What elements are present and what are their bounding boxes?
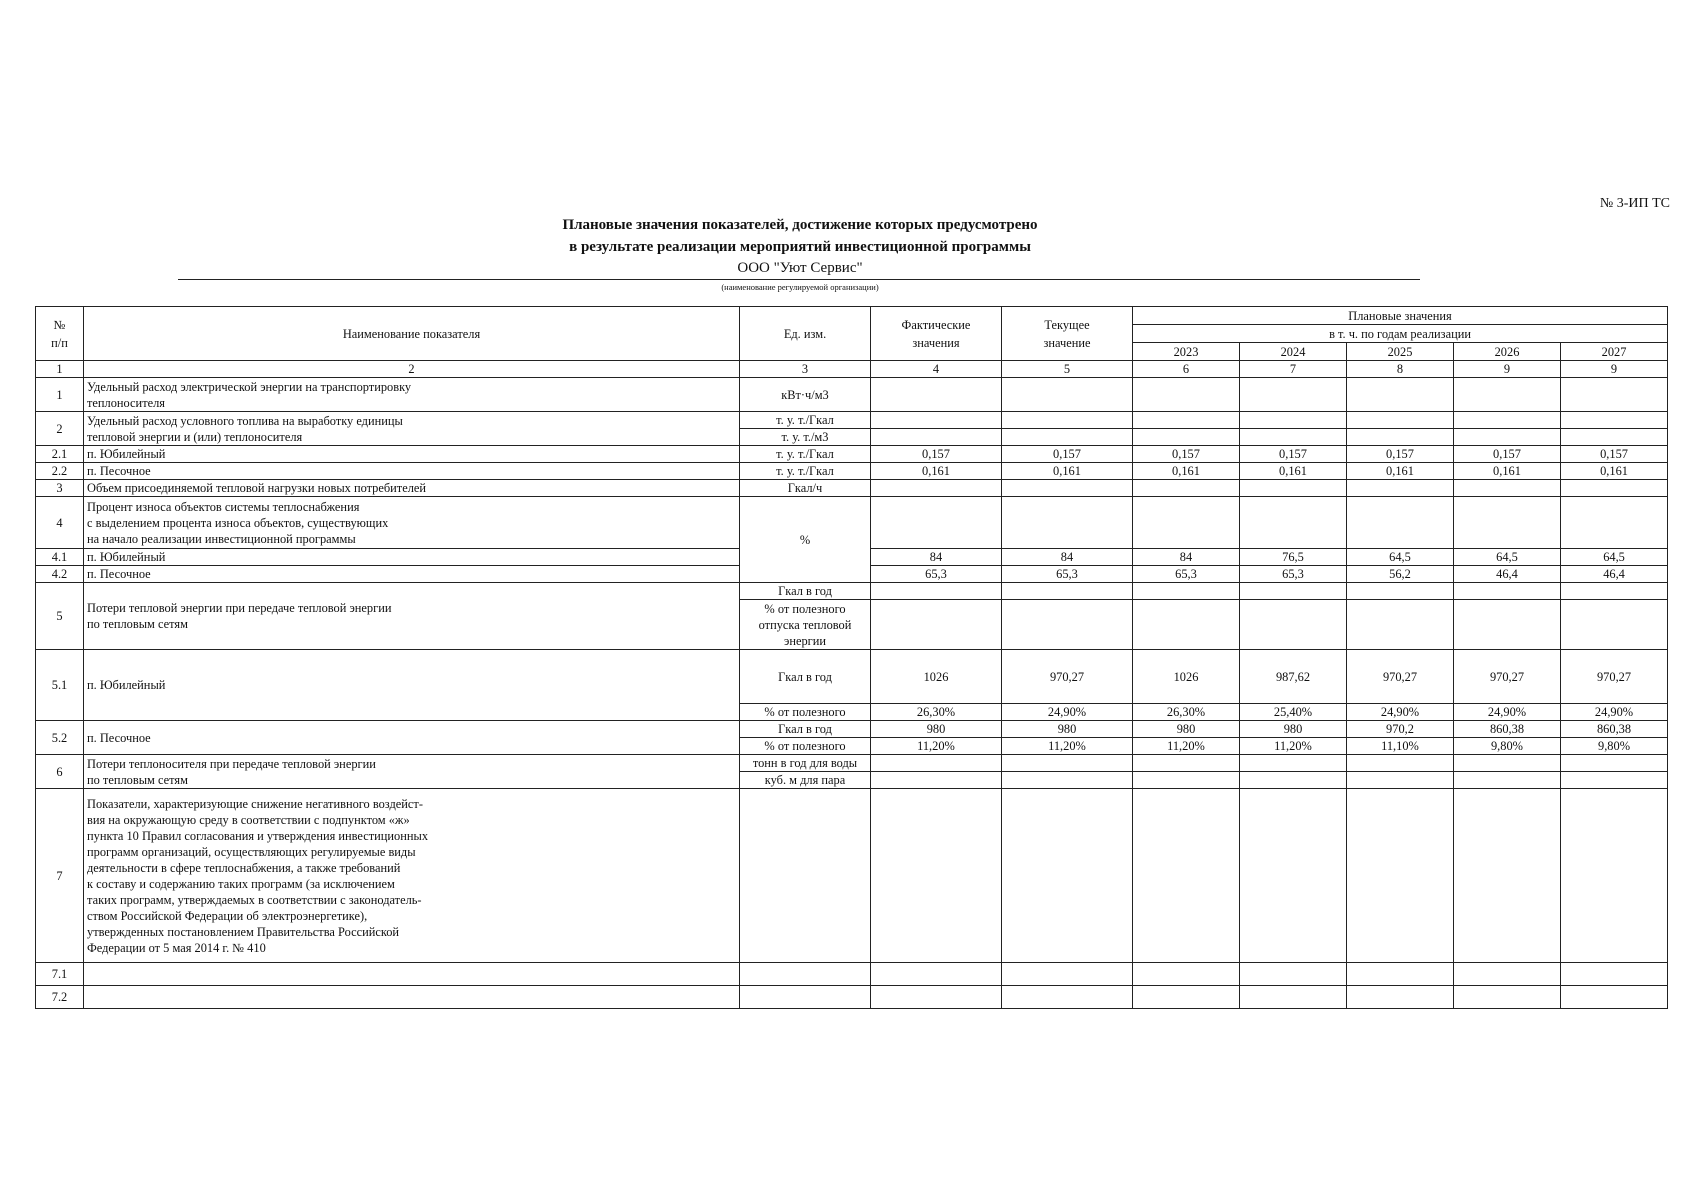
cell-value: 970,27 (1347, 650, 1454, 704)
header-year: 2025 (1347, 343, 1454, 361)
header-name: Наименование показателя (84, 307, 740, 361)
cell-value: 0,157 (1240, 446, 1347, 463)
cell-value: 11,10% (1347, 738, 1454, 755)
cell-value: 970,2 (1347, 721, 1454, 738)
cell-value: 11,20% (871, 738, 1002, 755)
header-plan: Плановые значения (1133, 307, 1668, 325)
cell-value: 84 (871, 549, 1002, 566)
cell-value: 65,3 (1002, 566, 1133, 583)
cell-value: 980 (871, 721, 1002, 738)
row-name: Потери тепловой энергии при передаче тепловой энергии по тепловым сетям (84, 583, 740, 650)
cell-value: 0,161 (1561, 463, 1668, 480)
row-num: 4.1 (36, 549, 84, 566)
row-num: 2 (36, 412, 84, 446)
row-unit: % от полезного (740, 704, 871, 721)
row-num: 5 (36, 583, 84, 650)
cell-value: 9,80% (1454, 738, 1561, 755)
row-name: п. Юбилейный (84, 650, 740, 721)
cell-value: 11,20% (1133, 738, 1240, 755)
row-num: 2.1 (36, 446, 84, 463)
indicators-table (35, 306, 1668, 1009)
table-row (36, 463, 1668, 480)
header-year: 2023 (1133, 343, 1240, 361)
header-year: 2026 (1454, 343, 1561, 361)
row-name: п. Песочное (84, 566, 740, 583)
row-unit: кВт·ч/м3 (740, 378, 871, 412)
cell-value: 26,30% (1133, 704, 1240, 721)
row-name: Удельный расход электрической энергии на транспортировку теплоносителя (84, 378, 740, 412)
cell-value: 0,157 (1454, 446, 1561, 463)
cell-value: 76,5 (1240, 549, 1347, 566)
cell-value: 980 (1002, 721, 1133, 738)
row-num: 5.2 (36, 721, 84, 755)
header-num: № п/п (36, 307, 84, 361)
cell-value: 46,4 (1561, 566, 1668, 583)
cell-value: 24,90% (1347, 704, 1454, 721)
table-row (36, 378, 1668, 412)
row-num: 4 (36, 497, 84, 549)
table-row (36, 412, 1668, 429)
row-num: 7.1 (36, 963, 84, 986)
header-year: 2024 (1240, 343, 1347, 361)
table-row (36, 755, 1668, 772)
cell-value: 0,157 (1347, 446, 1454, 463)
column-number: 8 (1347, 361, 1454, 378)
cell-value: 980 (1133, 721, 1240, 738)
cell-value: 0,161 (1002, 463, 1133, 480)
cell-value: 56,2 (1347, 566, 1454, 583)
cell-value: 11,20% (1002, 738, 1133, 755)
row-name: Процент износа объектов системы теплоснабжения с выделением процента износа объектов, существующих на начало реализации инвестиционной программы (84, 497, 740, 549)
row-name: Показатели, характеризующие снижение негативного воздейст- вия на окружающую среду в соответствии с подпунктом «ж» пункта 10 Правил согласования и утверждения инвестиционных программ организаций, осуществляющих регулируемые виды деятельности в сфере теплоснабжения, а также требований к составу и содержанию таких программ (за исключением таких программ, утверждаемых в соответствии с законодатель- ством Российской Федерации об электроэнергетике), утвержденных постановлением Правительства Российской Федерации от 5 мая 2014 г. № 410 (84, 789, 740, 963)
row-num: 3 (36, 480, 84, 497)
column-number: 1 (36, 361, 84, 378)
cell-value: 46,4 (1454, 566, 1561, 583)
organization-caption: (наименование регулируемой организации) (721, 282, 879, 292)
cell-value: 987,62 (1240, 650, 1347, 704)
cell-value: 0,157 (871, 446, 1002, 463)
table-row (36, 721, 1668, 738)
column-number: 9 (1561, 361, 1668, 378)
cell-value: 84 (1133, 549, 1240, 566)
column-number: 3 (740, 361, 871, 378)
cell-value: 26,30% (871, 704, 1002, 721)
cell-value: 65,3 (1240, 566, 1347, 583)
table-row (36, 650, 1668, 704)
cell-value: 64,5 (1561, 549, 1668, 566)
cell-value: 0,157 (1561, 446, 1668, 463)
header-year: 2027 (1561, 343, 1668, 361)
cell-value: 65,3 (871, 566, 1002, 583)
header-current: Текущее значение (1002, 307, 1133, 361)
column-number: 9 (1454, 361, 1561, 378)
row-num: 1 (36, 378, 84, 412)
form-number: № 3-ИП ТС (1599, 196, 1670, 211)
row-name: п. Юбилейный (84, 549, 740, 566)
row-unit: Гкал в год (740, 721, 871, 738)
row-unit: Гкал в год (740, 583, 871, 600)
header-plan-sub: в т. ч. по годам реализации (1133, 325, 1668, 343)
row-unit: тонн в год для воды (740, 755, 871, 772)
document-title-line-1: Плановые значения показателей, достижение которых предусмотрено (562, 217, 1038, 233)
row-num: 4.2 (36, 566, 84, 583)
organization-name: ООО "Уют Сервис" (737, 260, 863, 276)
row-num: 5.1 (36, 650, 84, 721)
table-row (36, 963, 1668, 986)
cell-value: 64,5 (1347, 549, 1454, 566)
row-num: 7 (36, 789, 84, 963)
table-row (36, 789, 1668, 963)
header-unit: Ед. изм. (740, 307, 871, 361)
cell-value: 24,90% (1002, 704, 1133, 721)
cell-value: 0,161 (871, 463, 1002, 480)
table-row (36, 480, 1668, 497)
cell-value: 0,157 (1002, 446, 1133, 463)
row-unit: куб. м для пара (740, 772, 871, 789)
row-unit: Гкал в год (740, 650, 871, 704)
cell-value: 1026 (871, 650, 1002, 704)
cell-value: 860,38 (1561, 721, 1668, 738)
cell-value: 0,161 (1347, 463, 1454, 480)
row-unit: Гкал/ч (740, 480, 871, 497)
cell-value: 64,5 (1454, 549, 1561, 566)
cell-value: 0,161 (1454, 463, 1561, 480)
cell-value: 25,40% (1240, 704, 1347, 721)
table-row (36, 497, 1668, 549)
document-title-line-2: в результате реализации мероприятий инвестиционной программы (569, 239, 1031, 255)
cell-value: 970,27 (1454, 650, 1561, 704)
cell-value: 9,80% (1561, 738, 1668, 755)
cell-value: 65,3 (1133, 566, 1240, 583)
row-name: Удельный расход условного топлива на выработку единицы тепловой энергии и (или) теплоносителя (84, 412, 740, 446)
cell-value: 24,90% (1454, 704, 1561, 721)
row-unit: т. у. т./Гкал (740, 412, 871, 429)
column-number: 4 (871, 361, 1002, 378)
row-name: п. Юбилейный (84, 446, 740, 463)
row-name: Потери теплоносителя при передаче тепловой энергии по тепловым сетям (84, 755, 740, 789)
table-row (36, 583, 1668, 600)
column-number: 6 (1133, 361, 1240, 378)
row-unit: т. у. т./м3 (740, 429, 871, 446)
column-number: 7 (1240, 361, 1347, 378)
cell-value: 860,38 (1454, 721, 1561, 738)
row-unit: т. у. т./Гкал (740, 463, 871, 480)
cell-value: 0,161 (1240, 463, 1347, 480)
cell-value: 0,157 (1133, 446, 1240, 463)
header-fact: Фактические значения (871, 307, 1002, 361)
table-row (36, 446, 1668, 463)
column-number: 5 (1002, 361, 1133, 378)
cell-value: 1026 (1133, 650, 1240, 704)
row-num: 6 (36, 755, 84, 789)
row-name: Объем присоединяемой тепловой нагрузки новых потребителей (84, 480, 740, 497)
cell-value: 11,20% (1240, 738, 1347, 755)
row-unit: % от полезного (740, 738, 871, 755)
cell-value: 970,27 (1002, 650, 1133, 704)
row-unit: т. у. т./Гкал (740, 446, 871, 463)
cell-value: 84 (1002, 549, 1133, 566)
row-unit: % (740, 497, 871, 583)
column-number: 2 (84, 361, 740, 378)
cell-value: 24,90% (1561, 704, 1668, 721)
row-num: 7.2 (36, 986, 84, 1009)
row-unit: % от полезного отпуска тепловой энергии (740, 600, 871, 650)
row-name: п. Песочное (84, 463, 740, 480)
cell-value: 970,27 (1561, 650, 1668, 704)
row-name: п. Песочное (84, 721, 740, 755)
cell-value: 0,161 (1133, 463, 1240, 480)
table-row (36, 986, 1668, 1009)
cell-value: 980 (1240, 721, 1347, 738)
organization-underline (178, 279, 1420, 280)
row-num: 2.2 (36, 463, 84, 480)
